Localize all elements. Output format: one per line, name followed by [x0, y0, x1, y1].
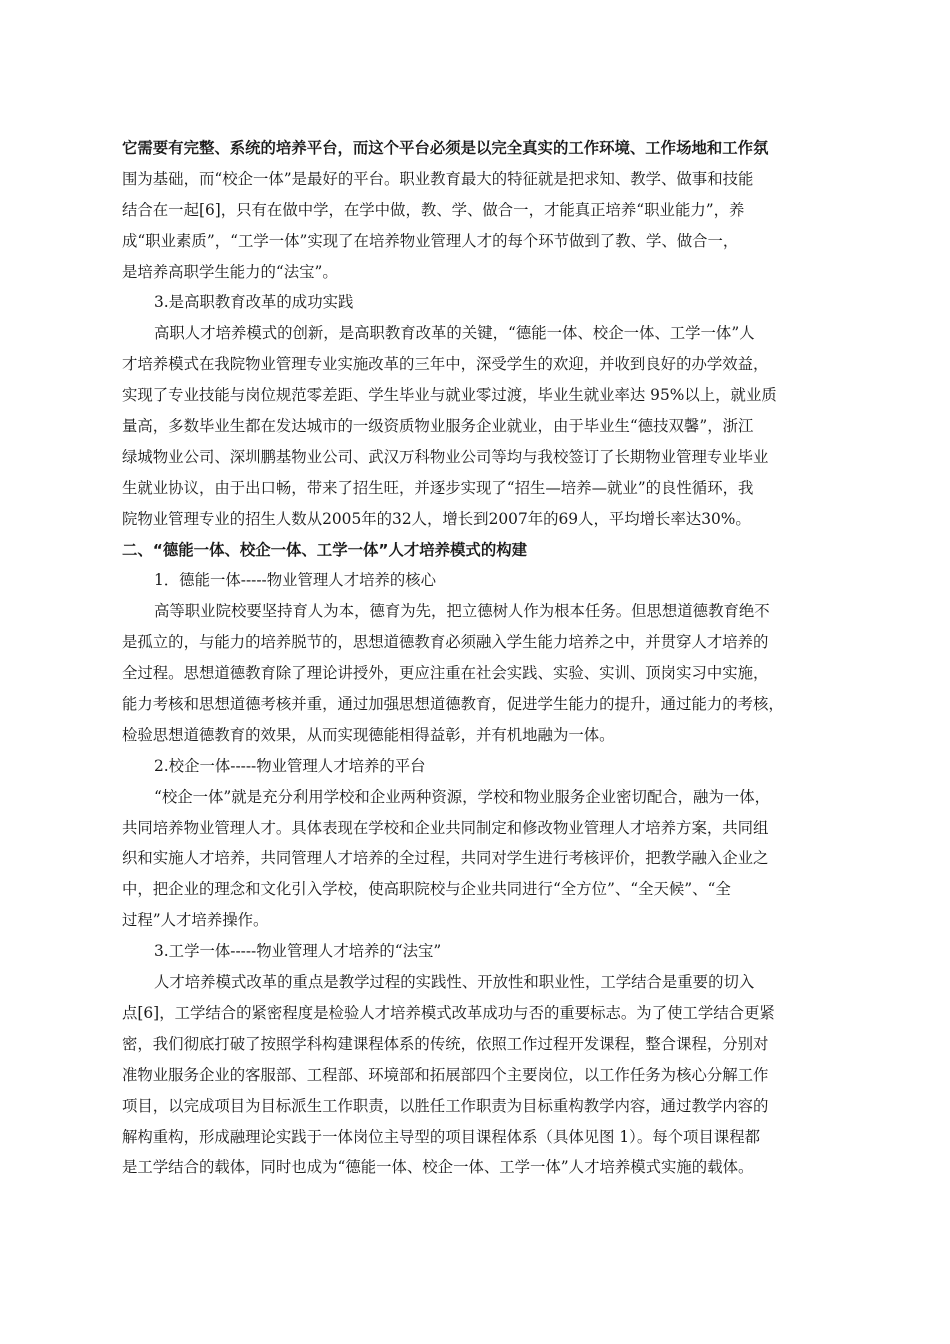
text-line: 织和实施人才培养，共同管理人才培养的全过程，共同对学生进行考核评价，把教学融入企业之 [122, 849, 769, 868]
text-line: “校企一体”就是充分利用学校和企业两种资源，学校和物业服务企业密切配合，融为一体， [154, 787, 770, 806]
text-line: 能力考核和思想道德考核并重，通过加强思想道德教育，促进学生能力的提升，通过能力的考核， [122, 695, 784, 714]
text-line: 点[6]，工学结合的紧密程度是检验人才培养模式改革成功与否的重要标志。为了使工学结合更紧 [122, 1003, 775, 1022]
text-line: 绿城物业公司、深圳鹏基物业公司、武汉万科物业公司等均与我校签订了长期物业管理专业毕业 [122, 447, 769, 466]
text-line: 检验思想道德教育的效果，从而实现德能相得益彰，并有机地融为一体。 [122, 725, 615, 744]
text-line: 高等职业院校要坚持育人为本，德育为先，把立德树人作为根本任务。但思想道德教育绝不 [154, 602, 770, 621]
text-line: 共同培养物业管理人才。具体表现在学校和企业共同制定和修改物业管理人才培养方案，共同组 [122, 818, 769, 837]
text-line: 过程”人才培养操作。 [122, 911, 269, 930]
text-line: 全过程。思想道德教育除了理论讲授外，更应注重在社会实践、实验、实训、顶岗实习中实施， [122, 664, 769, 683]
text-line: 2.校企一体-----物业管理人才培养的平台 [154, 756, 426, 775]
document-body [122, 133, 840, 1183]
text-line: 准物业服务企业的客服部、工程部、环境部和拓展部四个主要岗位，以工作任务为核心分解工作 [122, 1065, 769, 1084]
text-line: 3.是高职教育改革的成功实践 [154, 293, 354, 312]
text-line: 1．德能一体-----物业管理人才培养的核心 [154, 571, 437, 590]
text-line: 实现了专业技能与岗位规范零差距、学生毕业与就业零过渡，毕业生就业率达 95%以上，就业质 [122, 386, 777, 405]
text-line: 成“职业素质”，“工学一体”实现了在培养物业管理人才的每个环节做到了教、学、做合一， [122, 231, 739, 250]
text-line: 解构重构，形成融理论实践于一体岗位主导型的项目课程体系（具体见图 1）。每个项目课程都 [122, 1127, 761, 1146]
text-line: 中，把企业的理念和文化引入学校，使高职院校与企业共同进行“全方位”、“全天候”、“全 [122, 880, 731, 899]
text-line: 项目，以完成项目为目标派生工作职责，以胜任工作职责为目标重构教学内容，通过教学内容的 [122, 1096, 769, 1115]
text-line: 密，我们彻底打破了按照学科构建课程体系的传统，依照工作过程开发课程，整合课程，分别对 [122, 1034, 769, 1053]
text-line: 才培养模式在我院物业管理专业实施改革的三年中，深受学生的欢迎，并收到良好的办学效益， [122, 355, 769, 374]
text-line: 量高，多数毕业生都在发达城市的一级资质物业服务企业就业，由于毕业生“德技双馨”，浙江 [122, 417, 754, 436]
text-line: 是培养高职学生能力的“法宝”。 [122, 262, 338, 281]
text-line: 围为基础，而“校企一体”是最好的平台。职业教育最大的特征就是把求知、教学、做事和技能 [122, 169, 754, 188]
text-line: 是工学结合的载体，同时也成为“德能一体、校企一体、工学一体”人才培养模式实施的载体。 [122, 1158, 754, 1177]
text-line: 生就业协议，由于出口畅，带来了招生旺，并逐步实现了“招生—培养—就业”的良性循环，我 [122, 478, 754, 497]
text-line: 3.工学一体-----物业管理人才培养的“法宝” [154, 942, 442, 961]
text-line: 是孤立的，与能力的培养脱节的，思想道德教育必须融入学生能力培养之中，并贯穿人才培养的 [122, 633, 769, 652]
text-line: 人才培养模式改革的重点是教学过程的实践性、开放性和职业性，工学结合是重要的切入 [154, 973, 755, 992]
text-line: 高职人才培养模式的创新，是高职教育改革的关键，“德能一体、校企一体、工学一体”人 [154, 324, 755, 343]
text-line: 结合在一起[6]，只有在做中学，在学中做，教、学、做合一，才能真正培养“职业能力”，养 [122, 200, 745, 219]
text-line: 它需要有完整、系统的培养平台，而这个平台必须是以完全真实的工作环境、工作场地和工作氛 [122, 139, 769, 157]
text-line: 院物业管理专业的招生人数从2005年的32人，增长到2007年的69人，平均增长率达30%。 [122, 509, 751, 528]
section-heading: 二、“德能一体、校企一体、工学一体”人才培养模式的构建 [122, 540, 527, 559]
